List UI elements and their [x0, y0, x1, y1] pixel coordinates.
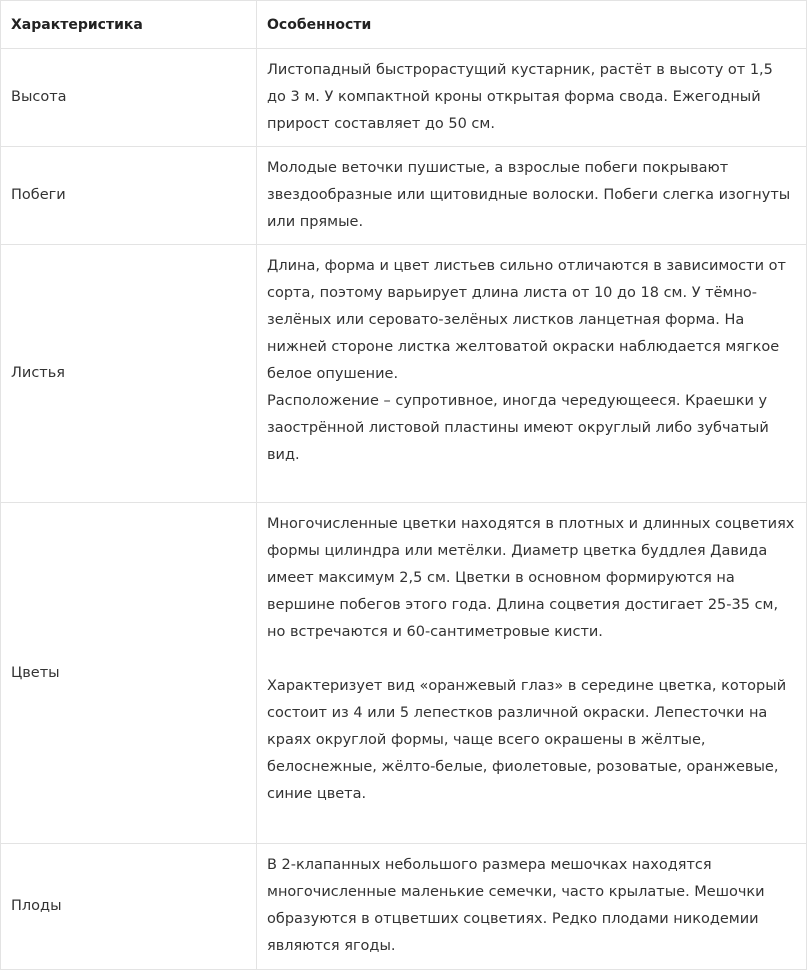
description-paragraph: Многочисленные цветки находятся в плотных и длинных соцветиях формы цилиндра или метёлки. Диаметр цветка буддлея Давида имеет максимум 2,5 см. Цветки в основном формируются на вершине побегов этого года. Длина соцветия достигает 25-35 см, но встречаются и 60-сантиметровые кисти. [267, 516, 795, 640]
description-paragraph: Характеризует вид «оранжевый глаз» в середине цветка, который состоит из 4 или 5 лепестков различной окраски. Лепесточки на краях округлой формы, чаще всего окрашены в жёлтые, белоснежные, жёлто-белые, фиолетовые, розоватые, оранжевые, синие цвета. [267, 678, 787, 802]
table-header [1, 1, 807, 49]
row-description [257, 147, 807, 245]
table-row [1, 503, 807, 844]
row-name: Листья [1, 245, 257, 503]
table-row [1, 147, 807, 245]
description-paragraph: Листопадный быстрорастущий кустарник, растёт в высоту от 1,5 до 3 м. У компактной кроны открытая форма свода. Ежегодный прирост составляет до 50 см. [267, 62, 773, 132]
table-row [1, 245, 807, 503]
table-row [1, 844, 807, 970]
description-paragraph: Длина, форма и цвет листьев сильно отличаются в зависимости от сорта, поэтому варьирует длина листа от 10 до 18 см. У тёмно-зелёных или серовато-зелёных листков ланцетная форма. На нижней стороне листка желтоватой окраски наблюдается мягкое белое опушение. [267, 258, 786, 382]
header-features: Особенности [257, 1, 807, 49]
row-description [257, 245, 807, 503]
row-name: Цветы [1, 503, 257, 844]
table-body [1, 49, 807, 970]
description-paragraph: В 2-клапанных небольшого размера мешочках находятся многочисленные маленькие семечки, часто крылатые. Мешочки образуются в отцветших соцветиях. Редко плодами никодемии являются ягоды. [267, 857, 765, 954]
description-paragraph: Расположение – супротивное, иногда чередующееся. Краешки у заострённой листовой пластины имеют округлый либо зубчатый вид. [267, 393, 769, 463]
row-name: Побеги [1, 147, 257, 245]
header-row [1, 1, 807, 49]
table-row [1, 49, 807, 147]
row-name: Плоды [1, 844, 257, 970]
row-description [257, 844, 807, 970]
description-paragraph: Молодые веточки пушистые, а взрослые побеги покрывают звездообразные или щитовидные волоски. Побеги слегка изогнуты или прямые. [267, 160, 791, 230]
row-description [257, 503, 807, 844]
header-characteristic: Характеристика [1, 1, 257, 49]
row-name: Высота [1, 49, 257, 147]
row-description [257, 49, 807, 147]
paragraph-gap [267, 646, 796, 673]
